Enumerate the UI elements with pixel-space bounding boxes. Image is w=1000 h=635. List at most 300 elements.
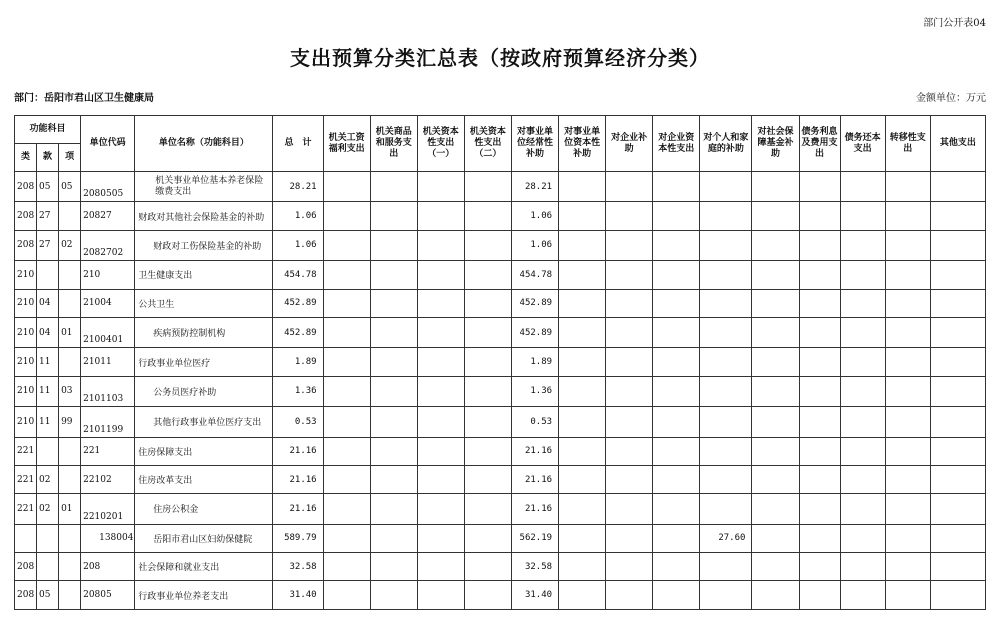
cell-econ-value (464, 289, 511, 317)
cell-econ-value: 21.16 (511, 494, 558, 524)
cell-econ-value (752, 289, 799, 317)
cell-unit-code: 2101103 (81, 376, 135, 406)
cell-econ-value (653, 376, 700, 406)
cell-econ-value (559, 289, 606, 317)
cell-econ-value (606, 172, 653, 202)
cell-econ-value (464, 407, 511, 437)
cell-econ-value (417, 376, 464, 406)
cell-total: 21.16 (273, 437, 323, 465)
cell-xiang (59, 465, 81, 493)
cell-econ-value (700, 172, 752, 202)
cell-unit-code: 2210201 (81, 494, 135, 524)
cell-xiang (59, 437, 81, 465)
cell-lei (15, 524, 37, 552)
header-total: 总 计 (273, 116, 323, 172)
cell-econ-value (700, 494, 752, 524)
header-econ: 其他支出 (930, 116, 985, 172)
cell-unit-name: 疾病预防控制机构 (135, 317, 273, 347)
cell-econ-value (885, 289, 930, 317)
cell-econ-value (930, 407, 985, 437)
cell-econ-value (464, 494, 511, 524)
cell-econ-value (885, 437, 930, 465)
header-econ: 对事业单位经常性补助 (511, 116, 558, 172)
cell-unit-code: 208 (81, 553, 135, 581)
cell-econ-value (464, 437, 511, 465)
cell-econ-value (559, 581, 606, 609)
table-row (15, 289, 986, 317)
cell-econ-value (885, 261, 930, 289)
cell-econ-value (323, 437, 370, 465)
header-xiang: 项 (59, 144, 81, 172)
budget-table (14, 115, 986, 610)
cell-unit-name: 行政事业单位医疗 (135, 348, 273, 376)
cell-econ-value (323, 494, 370, 524)
cell-unit-code: 20827 (81, 202, 135, 230)
table-row (15, 172, 986, 202)
cell-total: 21.16 (273, 494, 323, 524)
cell-econ-value (653, 524, 700, 552)
cell-lei: 208 (15, 230, 37, 260)
table-row (15, 348, 986, 376)
cell-unit-name: 公共卫生 (135, 289, 273, 317)
cell-econ-value (417, 172, 464, 202)
cell-econ-value (606, 376, 653, 406)
cell-unit-name: 公务员医疗补助 (135, 376, 273, 406)
cell-econ-value: 1.06 (511, 202, 558, 230)
table-row (15, 230, 986, 260)
cell-econ-value (653, 494, 700, 524)
cell-econ-value: 28.21 (511, 172, 558, 202)
cell-econ-value (559, 494, 606, 524)
cell-xiang: 01 (59, 317, 81, 347)
cell-econ-value (885, 494, 930, 524)
cell-unit-code: 138004 (81, 524, 135, 552)
cell-econ-value (606, 437, 653, 465)
cell-kuan: 04 (37, 317, 59, 347)
cell-econ-value (700, 202, 752, 230)
cell-total: 452.89 (273, 317, 323, 347)
cell-xiang: 02 (59, 230, 81, 260)
cell-econ-value (752, 437, 799, 465)
cell-econ-value (799, 317, 840, 347)
cell-unit-name: 其他行政事业单位医疗支出 (135, 407, 273, 437)
cell-econ-value: 27.60 (700, 524, 752, 552)
cell-xiang: 01 (59, 494, 81, 524)
cell-unit-name: 机关事业单位基本养老保险缴费支出 (135, 172, 273, 202)
cell-econ-value (840, 376, 885, 406)
cell-econ-value (559, 553, 606, 581)
cell-econ-value (417, 348, 464, 376)
cell-lei: 210 (15, 376, 37, 406)
cell-unit-code: 21004 (81, 289, 135, 317)
cell-econ-value (930, 230, 985, 260)
cell-econ-value: 31.40 (511, 581, 558, 609)
cell-econ-value (752, 581, 799, 609)
cell-econ-value (840, 230, 885, 260)
cell-econ-value (799, 581, 840, 609)
cell-econ-value (417, 465, 464, 493)
cell-econ-value (606, 524, 653, 552)
cell-unit-code: 221 (81, 437, 135, 465)
cell-econ-value (930, 317, 985, 347)
cell-econ-value (799, 524, 840, 552)
cell-econ-value (930, 465, 985, 493)
header-econ: 债务利息及费用支出 (799, 116, 840, 172)
cell-econ-value: 1.06 (511, 230, 558, 260)
cell-econ-value (323, 348, 370, 376)
cell-econ-value (370, 172, 417, 202)
cell-econ-value (417, 437, 464, 465)
cell-econ-value (606, 348, 653, 376)
cell-econ-value (370, 202, 417, 230)
cell-econ-value (464, 172, 511, 202)
table-row (15, 581, 986, 609)
cell-econ-value (559, 407, 606, 437)
cell-econ-value (464, 376, 511, 406)
cell-econ-value (700, 581, 752, 609)
cell-econ-value (653, 202, 700, 230)
cell-econ-value (417, 524, 464, 552)
cell-total: 452.89 (273, 289, 323, 317)
cell-kuan: 05 (37, 581, 59, 609)
cell-econ-value (606, 289, 653, 317)
cell-econ-value (464, 230, 511, 260)
header-econ: 对企业补助 (606, 116, 653, 172)
cell-econ-value (700, 230, 752, 260)
cell-kuan: 05 (37, 172, 59, 202)
cell-econ-value (417, 553, 464, 581)
cell-econ-value (323, 172, 370, 202)
cell-unit-code: 2080505 (81, 172, 135, 202)
cell-econ-value: 452.89 (511, 317, 558, 347)
cell-econ-value: 1.89 (511, 348, 558, 376)
cell-econ-value (606, 230, 653, 260)
cell-econ-value (606, 261, 653, 289)
header-econ: 机关商品和服务支出 (370, 116, 417, 172)
cell-econ-value (606, 465, 653, 493)
cell-econ-value (559, 465, 606, 493)
cell-econ-value (323, 376, 370, 406)
cell-xiang (59, 289, 81, 317)
cell-econ-value (930, 289, 985, 317)
cell-econ-value (885, 524, 930, 552)
cell-econ-value (653, 553, 700, 581)
cell-econ-value (799, 289, 840, 317)
cell-kuan: 04 (37, 289, 59, 317)
cell-unit-name: 卫生健康支出 (135, 261, 273, 289)
cell-econ-value (323, 524, 370, 552)
header-econ: 机关资本性支出（一） (417, 116, 464, 172)
cell-unit-name: 岳阳市君山区妇幼保健院 (135, 524, 273, 552)
cell-lei: 210 (15, 407, 37, 437)
cell-kuan: 11 (37, 348, 59, 376)
cell-econ-value (323, 289, 370, 317)
cell-econ-value (417, 494, 464, 524)
table-row (15, 407, 986, 437)
header-econ: 对个人和家庭的补助 (700, 116, 752, 172)
cell-unit-code: 2101199 (81, 407, 135, 437)
cell-xiang: 99 (59, 407, 81, 437)
cell-kuan: 27 (37, 202, 59, 230)
cell-unit-code: 2082702 (81, 230, 135, 260)
table-row (15, 524, 986, 552)
cell-econ-value (840, 407, 885, 437)
cell-unit-name: 财政对其他社会保险基金的补助 (135, 202, 273, 230)
cell-econ-value (930, 202, 985, 230)
cell-econ-value (464, 317, 511, 347)
cell-econ-value (370, 437, 417, 465)
cell-total: 31.40 (273, 581, 323, 609)
cell-econ-value (752, 524, 799, 552)
cell-econ-value (885, 376, 930, 406)
cell-econ-value (930, 261, 985, 289)
cell-lei: 210 (15, 348, 37, 376)
cell-econ-value (700, 376, 752, 406)
cell-lei: 221 (15, 465, 37, 493)
cell-econ-value (417, 202, 464, 230)
cell-econ-value (606, 494, 653, 524)
cell-econ-value: 562.19 (511, 524, 558, 552)
cell-econ-value (752, 202, 799, 230)
cell-econ-value (930, 553, 985, 581)
cell-econ-value (799, 230, 840, 260)
cell-econ-value (930, 494, 985, 524)
cell-econ-value (752, 230, 799, 260)
cell-total: 589.79 (273, 524, 323, 552)
cell-lei: 208 (15, 581, 37, 609)
cell-econ-value (370, 261, 417, 289)
cell-econ-value: 0.53 (511, 407, 558, 437)
header-unit-name: 单位名称（功能科目） (135, 116, 273, 172)
header-econ: 对企业资本性支出 (653, 116, 700, 172)
cell-econ-value (606, 581, 653, 609)
cell-econ-value (370, 230, 417, 260)
cell-econ-value (930, 348, 985, 376)
cell-kuan (37, 524, 59, 552)
cell-econ-value (653, 261, 700, 289)
header-econ: 机关资本性支出（二） (464, 116, 511, 172)
cell-econ-value (323, 202, 370, 230)
cell-econ-value (370, 376, 417, 406)
cell-xiang (59, 202, 81, 230)
cell-econ-value (930, 376, 985, 406)
cell-unit-code: 20805 (81, 581, 135, 609)
cell-kuan: 27 (37, 230, 59, 260)
cell-econ-value: 452.89 (511, 289, 558, 317)
cell-econ-value (370, 553, 417, 581)
cell-econ-value (464, 465, 511, 493)
header-econ: 债务还本支出 (840, 116, 885, 172)
cell-total: 454.78 (273, 261, 323, 289)
cell-econ-value (752, 317, 799, 347)
header-econ: 机关工资福利支出 (323, 116, 370, 172)
cell-xiang: 05 (59, 172, 81, 202)
cell-econ-value (840, 289, 885, 317)
cell-econ-value (653, 172, 700, 202)
cell-econ-value (799, 202, 840, 230)
cell-total: 21.16 (273, 465, 323, 493)
cell-lei: 210 (15, 261, 37, 289)
cell-kuan (37, 553, 59, 581)
cell-econ-value (840, 553, 885, 581)
cell-econ-value (653, 465, 700, 493)
header-econ: 对事业单位资本性补助 (559, 116, 606, 172)
cell-econ-value (840, 317, 885, 347)
cell-econ-value (417, 407, 464, 437)
cell-econ-value (885, 317, 930, 347)
cell-econ-value (370, 465, 417, 493)
cell-econ-value (370, 494, 417, 524)
cell-econ-value (700, 289, 752, 317)
cell-econ-value (930, 581, 985, 609)
cell-xiang (59, 524, 81, 552)
table-row (15, 437, 986, 465)
cell-econ-value (840, 172, 885, 202)
cell-econ-value (370, 289, 417, 317)
cell-econ-value (559, 172, 606, 202)
cell-econ-value (559, 524, 606, 552)
cell-econ-value (885, 202, 930, 230)
cell-econ-value (370, 348, 417, 376)
cell-total: 1.06 (273, 202, 323, 230)
cell-econ-value (840, 524, 885, 552)
cell-unit-code: 21011 (81, 348, 135, 376)
cell-econ-value (885, 230, 930, 260)
table-row (15, 202, 986, 230)
cell-lei: 208 (15, 553, 37, 581)
cell-econ-value (752, 261, 799, 289)
cell-econ-value (559, 317, 606, 347)
cell-xiang (59, 581, 81, 609)
cell-econ-value: 1.36 (511, 376, 558, 406)
cell-econ-value: 32.58 (511, 553, 558, 581)
cell-econ-value (840, 437, 885, 465)
cell-econ-value (464, 202, 511, 230)
header-unit-code: 单位代码 (81, 116, 135, 172)
department-label: 部门：岳阳市君山区卫生健康局 (14, 93, 154, 104)
header-kuan: 款 (37, 144, 59, 172)
cell-econ-value (799, 348, 840, 376)
cell-econ-value (752, 494, 799, 524)
cell-econ-value (606, 407, 653, 437)
cell-econ-value (885, 465, 930, 493)
cell-econ-value (799, 407, 840, 437)
cell-econ-value (700, 261, 752, 289)
cell-econ-value (700, 317, 752, 347)
cell-econ-value (417, 289, 464, 317)
table-row (15, 553, 986, 581)
cell-econ-value (653, 437, 700, 465)
table-row (15, 317, 986, 347)
cell-kuan (37, 437, 59, 465)
cell-econ-value (752, 376, 799, 406)
cell-econ-value (653, 581, 700, 609)
cell-econ-value (370, 524, 417, 552)
cell-econ-value (464, 261, 511, 289)
cell-econ-value (799, 553, 840, 581)
cell-econ-value (323, 581, 370, 609)
cell-kuan (37, 261, 59, 289)
cell-econ-value (799, 261, 840, 289)
cell-lei: 221 (15, 494, 37, 524)
cell-econ-value (559, 437, 606, 465)
cell-econ-value (370, 407, 417, 437)
cell-econ-value (752, 465, 799, 493)
cell-econ-value (840, 348, 885, 376)
cell-xiang (59, 348, 81, 376)
cell-econ-value (840, 494, 885, 524)
cell-econ-value (323, 553, 370, 581)
cell-econ-value (653, 348, 700, 376)
cell-econ-value (752, 553, 799, 581)
cell-econ-value (885, 348, 930, 376)
cell-econ-value (885, 553, 930, 581)
cell-kuan: 02 (37, 465, 59, 493)
cell-total: 1.36 (273, 376, 323, 406)
table-row (15, 465, 986, 493)
cell-econ-value (559, 348, 606, 376)
cell-econ-value (799, 465, 840, 493)
cell-econ-value (464, 524, 511, 552)
cell-econ-value (700, 437, 752, 465)
table-row (15, 494, 986, 524)
cell-econ-value (840, 465, 885, 493)
cell-econ-value (323, 317, 370, 347)
cell-econ-value (799, 172, 840, 202)
cell-econ-value (700, 348, 752, 376)
cell-econ-value (323, 465, 370, 493)
cell-econ-value (559, 230, 606, 260)
cell-unit-name: 社会保障和就业支出 (135, 553, 273, 581)
cell-econ-value (700, 553, 752, 581)
cell-total: 32.58 (273, 553, 323, 581)
cell-econ-value (752, 172, 799, 202)
cell-xiang: 03 (59, 376, 81, 406)
cell-econ-value (700, 465, 752, 493)
cell-econ-value (653, 230, 700, 260)
cell-econ-value (559, 261, 606, 289)
cell-econ-value: 21.16 (511, 437, 558, 465)
table-body (15, 172, 986, 610)
cell-econ-value (606, 553, 653, 581)
cell-econ-value (885, 172, 930, 202)
cell-unit-name: 行政事业单位养老支出 (135, 581, 273, 609)
cell-total: 0.53 (273, 407, 323, 437)
cell-econ-value (752, 348, 799, 376)
header-func-group: 功能科目 (15, 116, 81, 144)
cell-econ-value (930, 437, 985, 465)
cell-lei: 208 (15, 172, 37, 202)
cell-econ-value (840, 581, 885, 609)
cell-econ-value: 21.16 (511, 465, 558, 493)
cell-unit-name: 住房改革支出 (135, 465, 273, 493)
cell-econ-value (606, 202, 653, 230)
cell-econ-value (464, 581, 511, 609)
cell-econ-value (370, 581, 417, 609)
cell-econ-value (323, 261, 370, 289)
cell-econ-value (799, 376, 840, 406)
cell-econ-value (417, 581, 464, 609)
header-lei: 类 (15, 144, 37, 172)
cell-lei: 210 (15, 317, 37, 347)
cell-xiang (59, 261, 81, 289)
cell-lei: 210 (15, 289, 37, 317)
header-econ: 对社会保障基金补助 (752, 116, 799, 172)
cell-econ-value (799, 437, 840, 465)
cell-econ-value (700, 407, 752, 437)
cell-kuan: 11 (37, 376, 59, 406)
cell-econ-value (840, 261, 885, 289)
